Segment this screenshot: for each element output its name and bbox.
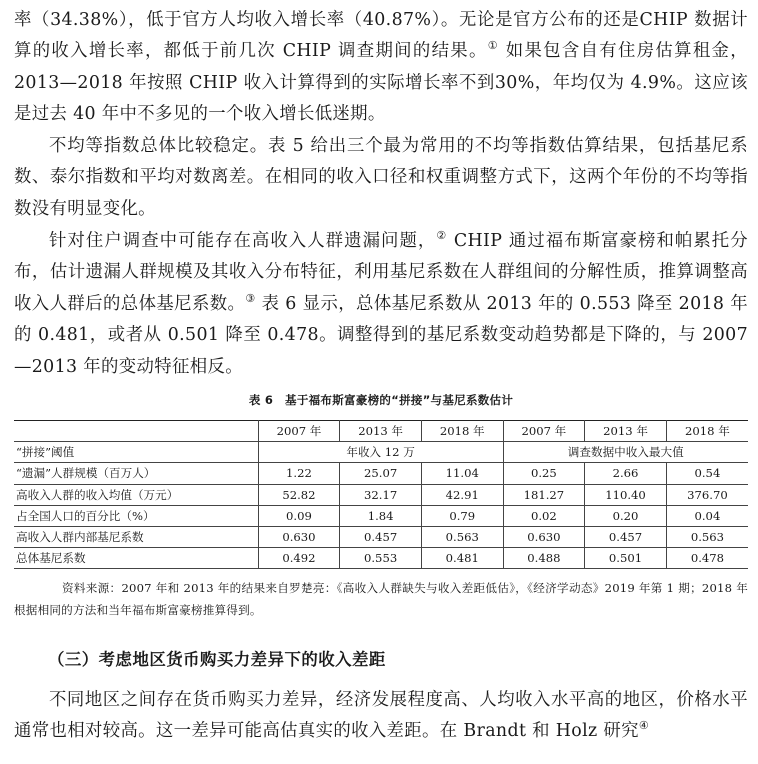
header-empty-cell: [14, 421, 258, 442]
row-label: “遗漏”人群规模（百万人）: [14, 463, 258, 484]
table-cell: 0.04: [666, 505, 748, 526]
p1-line2b: 如果包含: [498, 41, 581, 62]
table-cell: 0.09: [258, 505, 340, 526]
table-cell: 0.25: [503, 463, 585, 484]
table-cell: 0.563: [421, 526, 503, 547]
table-cell: 0.02: [503, 505, 585, 526]
p1-line4: 30%，年均仅为 4.9%。这应该是过去 40 年中不多见的一个收入增长低迷期。: [14, 72, 748, 125]
table-cell: 0.79: [421, 505, 503, 526]
year-header: 2018 年: [666, 421, 748, 442]
table-row: [14, 526, 748, 547]
row-label: 高收入人群内部基尼系数: [14, 526, 258, 547]
footnote-mark-2[interactable]: ②: [436, 229, 448, 243]
table-cell: 1.22: [258, 463, 340, 484]
paragraph-high-income-adjustment: [14, 226, 748, 383]
p3-part2: CHIP 通过福布斯富豪榜和帕累托分布，估计遗漏人群规模及其收入分布特征，利用基尼系数在人群组间的分解性质，推算调整高收入人群后的总体基尼系数。: [14, 231, 748, 314]
table-header-years: [14, 421, 748, 442]
table-cell: 11.04: [421, 463, 503, 484]
section-heading: （三）考虑地区货币购买力差异下的收入差距: [48, 650, 386, 669]
table-cell: 0.488: [503, 548, 585, 569]
threshold-annual-income: 年收入 12 万: [258, 442, 503, 463]
footnote-mark-4[interactable]: ④: [638, 719, 650, 733]
threshold-max-survey-income: 调查数据中收入最大值: [503, 442, 748, 463]
table-cell: 376.70: [666, 484, 748, 505]
table-cell: 181.27: [503, 484, 585, 505]
table-cell: 52.82: [258, 484, 340, 505]
row-label: 占全国人口的百分比（%）: [14, 505, 258, 526]
table-cell: 0.457: [340, 526, 422, 547]
table-cell: 0.501: [585, 548, 667, 569]
p1-line3: 自有住房估算租金，2013—2018 年按照 CHIP 收入计算得到的实际增长率不到: [14, 41, 749, 93]
table-row: [14, 484, 748, 505]
table-cell: 0.630: [503, 526, 585, 547]
table-cell: 2.66: [585, 463, 667, 484]
table-cell: 25.07: [340, 463, 422, 484]
table-cell: 0.20: [585, 505, 667, 526]
year-header: 2013 年: [340, 421, 422, 442]
table-cell: 0.457: [585, 526, 667, 547]
year-header: 2007 年: [503, 421, 585, 442]
table-cell: 32.17: [340, 484, 422, 505]
table-row: [14, 505, 748, 526]
table-row: [14, 463, 748, 484]
p3-part1: 针对住户调查中可能存在高收入人群遗漏问题，: [49, 231, 437, 251]
footnote-mark-1[interactable]: ①: [487, 39, 499, 53]
p1-line2: CHIP 数据计算的收入增长率，都低于前几次 CHIP 调查期间的结果。: [14, 10, 748, 62]
row-label: “拼接”阈值: [14, 442, 258, 463]
table-cell: 0.478: [666, 548, 748, 569]
p3-part3: 表 6 显示，总体基尼系数从 2013 年的 0.553 降至 2018 年的 0.481，或者从 0.501 降至 0.478。调整得到的基尼系数变动趋势都是下降的，与 2007—2013 年的变动特征相反。: [14, 293, 748, 377]
year-header: 2007 年: [258, 421, 340, 442]
table-row: [14, 548, 748, 569]
table-cell: 0.481: [421, 548, 503, 569]
table-cell: 0.553: [340, 548, 422, 569]
row-label: 总体基尼系数: [14, 548, 258, 569]
paragraph-purchasing-power: [14, 685, 748, 748]
table-cell: 110.40: [585, 484, 667, 505]
table-cell: 1.84: [340, 505, 422, 526]
paragraph-income-growth: [14, 5, 748, 131]
table-cell: 0.630: [258, 526, 340, 547]
p4-text: 不同地区之间存在货币购买力差异，经济发展程度高、人均收入水平高的地区，价格水平通常也相对较高。这一差异可能高估真实的收入差距。在 Brandt 和 Holz 研究: [14, 690, 748, 742]
table-cell: 42.91: [421, 484, 503, 505]
table-title: 表 6 基于福布斯富豪榜的“拼接”与基尼系数估计: [248, 393, 514, 407]
table-cell: 0.54: [666, 463, 748, 484]
table-source-note: 资料来源：2007 年和 2013 年的结果来自罗楚亮：《高收入人群缺失与收入差距低估》，《经济学动态》2019 年第 1 期；2018 年根据相同的方法和当年福布斯富豪榜推算得到。: [14, 581, 748, 617]
row-label: 高收入人群的收入均值（万元）: [14, 484, 258, 505]
p1-line1: 率（34.38%），低于官方人均收入增长率（40.87%）。无论是官方公布的还是: [14, 10, 640, 30]
year-header: 2018 年: [421, 421, 503, 442]
footnote-mark-3[interactable]: ③: [245, 292, 256, 306]
table-cell: 0.563: [666, 526, 748, 547]
gini-estimate-table: [14, 420, 748, 569]
paragraph-inequality-index: 不均等指数总体比较稳定。表 5 给出三个最为常用的不均等指数估算结果，包括基尼系数、泰尔指数和平均对数离差。在相同的收入口径和权重调整方式下，这两个年份的不均等指数没有明显变化。: [14, 136, 748, 219]
table-row-threshold: [14, 442, 748, 463]
year-header: 2013 年: [585, 421, 667, 442]
table-cell: 0.492: [258, 548, 340, 569]
